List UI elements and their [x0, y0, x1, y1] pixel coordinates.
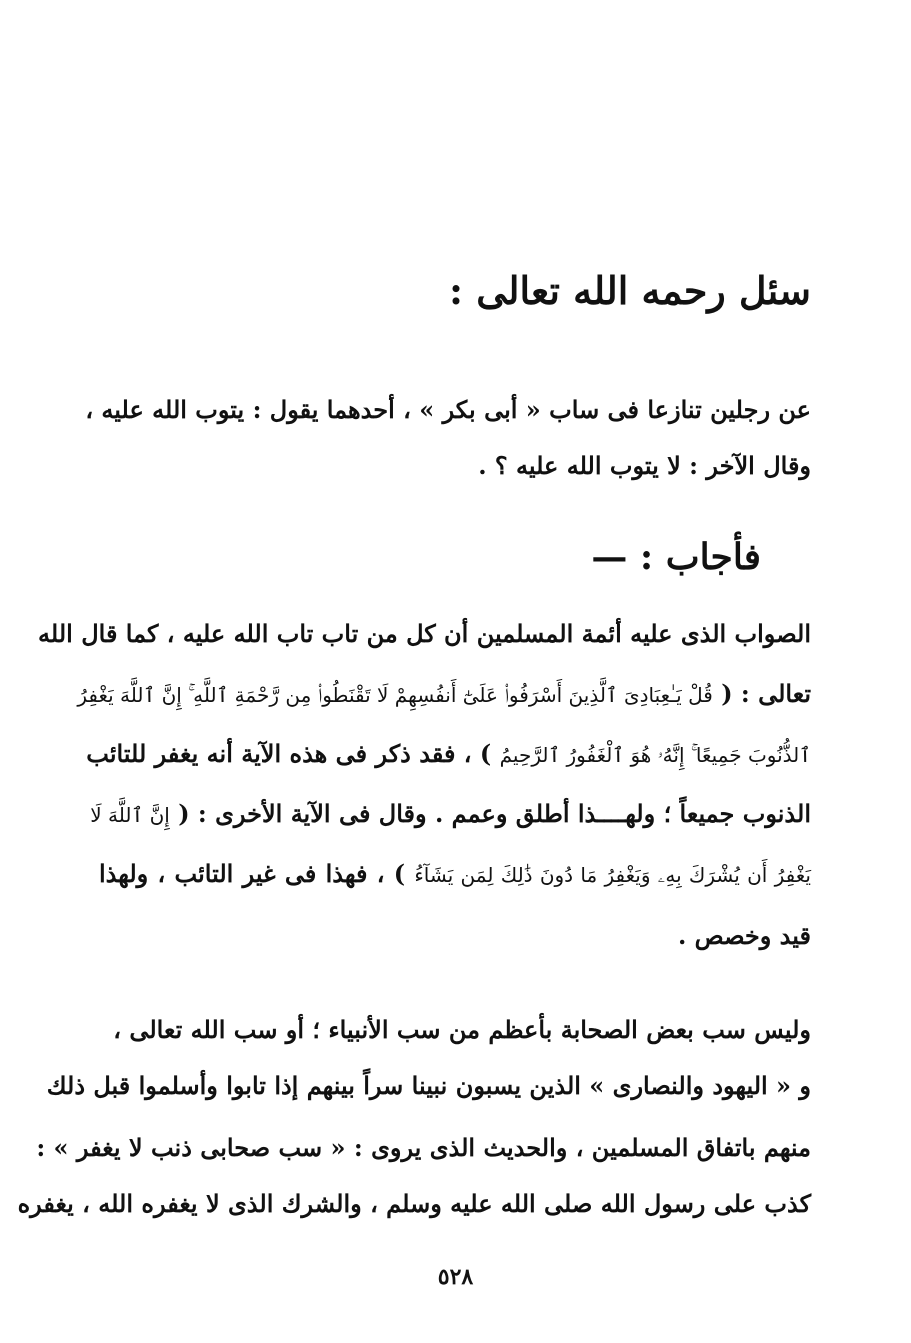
- answer-line-3-text: ) ، فقد ذكر فى هذه الآية أنه يغفر للتائب: [86, 739, 492, 768]
- answer-line-5: [99, 860, 811, 889]
- question-line-2: وقال الآخر : لا يتوب الله عليه ؟ .: [478, 451, 811, 480]
- answer-line-6: قيد وخصص .: [677, 921, 811, 950]
- quran-verse-2a: إِنَّ ٱللَّهَ لَا: [90, 803, 170, 827]
- quran-verse-1a: قُلْ يَـٰعِبَادِىَ ٱلَّذِينَ أَسْرَفُوا۟ عَلَىٰٓ أَنفُسِهِمْ لَا تَقْنَطُوا۟ مِن رَّحْمَةِ ٱللَّهِ ۚ إِنَّ ٱللَّهَ يَغْفِرُ: [77, 683, 713, 707]
- paragraph2-line-1: وليس سب بعض الصحابة بأعظم من سب الأنبياء ؛ أو سب الله تعالى ،: [113, 1015, 811, 1044]
- quran-verse-2b: يَغْفِرُ أَن يُشْرَكَ بِهِۦ وَيَغْفِرُ مَا دُونَ ذَٰلِكَ لِمَن يَشَآءُ: [414, 863, 812, 887]
- answer-heading: فأجاب : —: [591, 536, 761, 578]
- answer-line-2: [77, 679, 811, 709]
- paragraph2-line-4: كذب على رسول الله صلى الله عليه وسلم ، والشرك الذى لا يغفره الله ، يغفره: [17, 1189, 811, 1218]
- answer-line-2-text: تعالى : (: [721, 679, 811, 708]
- answer-line-1: الصواب الذى عليه أئمة المسلمين أن كل من تاب تاب الله عليه ، كما قال الله: [38, 619, 811, 648]
- page-number: ٥٢٨: [437, 1264, 474, 1290]
- answer-line-4-text: الذنوب جميعاً ؛ ولهــــذا أطلق وعمم . وقال فى الآية الأخرى : (: [178, 799, 811, 828]
- answer-line-5-text: ) ، فهذا فى غير التائب ، ولهذا: [99, 859, 406, 888]
- quran-verse-1b: ٱلذُّنُوبَ جَمِيعًا ۚ إِنَّهُۥ هُوَ ٱلْغَفُورُ ٱلرَّحِيمُ: [499, 743, 811, 767]
- section-heading: سئل رحمه الله تعالى :: [448, 268, 811, 313]
- paragraph2-line-2: و « اليهود والنصارى » الذين يسبون نبينا سراً بينهم إذا تابوا وأسلموا قبل ذلك: [46, 1071, 811, 1100]
- answer-line-4: [90, 799, 811, 829]
- question-line-1: عن رجلين تنازعا فى ساب « أبى بكر » ، أحدهما يقول : يتوب الله عليه ،: [85, 395, 811, 424]
- paragraph2-line-3: منهم باتفاق المسلمين ، والحديث الذى يروى : « سب صحابى ذنب لا يغفر » :: [36, 1133, 811, 1162]
- answer-line-3: [86, 739, 811, 769]
